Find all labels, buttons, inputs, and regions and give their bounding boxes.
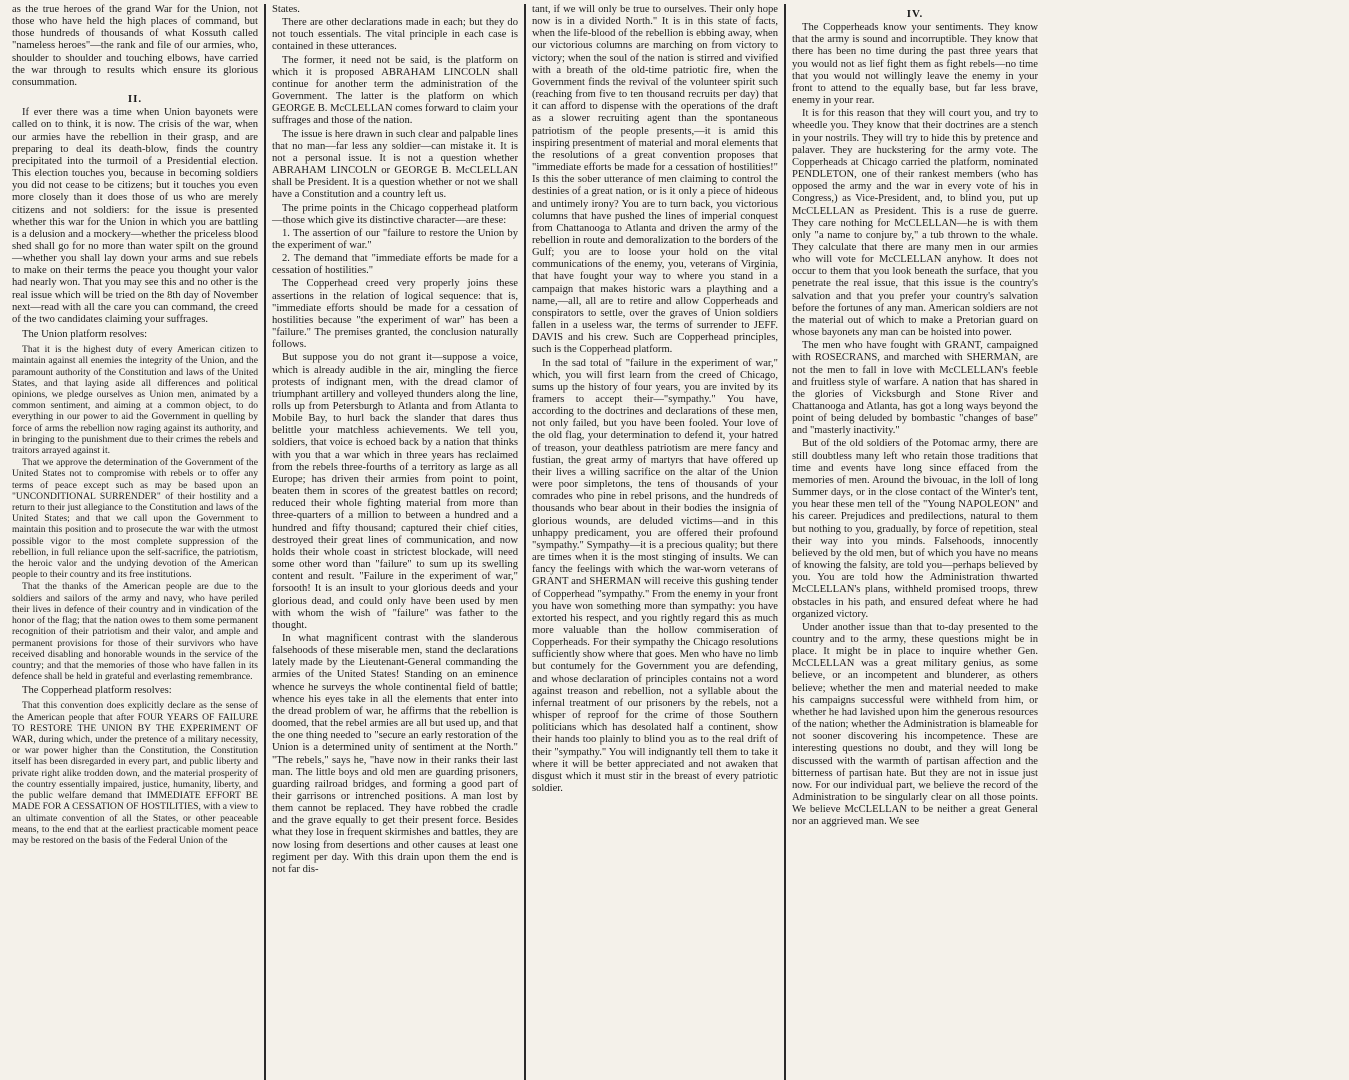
paragraph: The former, it need not be said, is the platform on which it is proposed ABRAHAM LINCOLN shall continue for another term the administration of the Government. The latter is the platform on which GEORGE B. McCLELLAN comes forward to claim your suffrages and those of the nation.: [272, 54, 518, 127]
platform-heading: The Union platform resolves:: [22, 329, 148, 341]
paragraph: The men who have fought with GRANT, campaigned with ROSECRANS, and marched with SHERMAN, are not the men to fall in love with McCLELLAN's feeble and fruitless style of warfare. A nation that has shared in the glories of Vicksburgh and Stone River and Chattanooga and Atlanta, has got a long ways beyond the point of being deluded by bombastic "changes of base" and "masterly inactivity.": [792, 340, 1038, 437]
paragraph: If ever there was a time when Union bayonets were called on to think, it is now. The crisis of the war, when our armies have the rebellion in their grasp, and are preparing to deal its death-blow, finds the country precipitated into the turmoil of a Presidential election. This election touches you, because in becoming soldiers you did not cease to be citizens; but it touches you even more closely than it does those of us who are merely citizens and not soldiers: for the issue is presented whether this war for the Union in which you are battling is a delusion and a mockery—whether the priceless blood shed shall go for no more than water spilt on the ground—whether you shall lay down your arms and sue rebels to make on their terms the peace you thought your valor had nearly won. That you may see this and no other is the real issue which will be tried on the 8th day of November next—read with all the care you can command, the creed of the two candidates claiming your suffrages.: [12, 107, 258, 325]
column-4: [786, 4, 1044, 1080]
paragraph: 1. The assertion of our "failure to restore the Union by the experiment of war.": [272, 227, 518, 251]
paragraph: There are other declarations made in each; but they do not touch essentials. The vital principle in each case is contained in these utterances.: [272, 17, 518, 53]
platform-resolution: That it is the highest duty of every American citizen to maintain against all enemies the integrity of the Union, and the paramount authority of the Constitution and laws of the United States, and that laying aside all differences and political opinions, we pledge ourselves as Union men, animated by a common sentiment, and aiming at a common object, to do everything in our power to aid the Government in quelling by force of arms the rebellion now raging against its authority, and in bringing to the punishment due to their crimes the rebels and traitors arrayed against it.: [12, 344, 258, 457]
column-3: [526, 4, 784, 1080]
paragraph: But suppose you do not grant it—suppose a voice, which is already audible in the air, mingling the fierce protests of indignant men, with the dread clamor of triumphant artillery and volleyed thunders along the line, rolls up from Petersburgh to Atlanta and from Atlanta to Mobile Bay, to hurl back the slander that dares thus belittle your matchless achievements. We tell you, soldiers, that voice is echoed back by a nation that thinks with you that a war which in three years has reclaimed from the rebels three-fourths of a territory as large as all Europe; has driven their armies from point to point, beaten them in scores of the greatest battles on record; reduced their whole fighting material from more than three-quarters of a million to between a hundred and a hundred and fifty thousand; captured their chief cities, destroyed their great lines of communication, and now holds their whole coast in strictest blockade, will need some other word than "failure" to sum up its swelling content and result. "Failure in the experiment of war," forsooth! It is an insult to your glorious deeds and your glorious dead, and could only have been used by men with whom the wish of "failure" was father to the thought.: [272, 352, 518, 631]
section-heading: II.: [127, 93, 143, 106]
paragraph: tant, if we will only be true to ourselves. Their only hope now is in a divided North." It is in this state of facts, when the life-blood of the rebellion is ebbing away, when our victorious columns are marching on from victory to victory; when the soul of the nation is stirred and vivified with a breath of the old-time patriotic fire, when the Government finds the revival of the volunteer spirit such (reaching from five to ten thousand recruits per day) that it can afford to dispense with the operations of the draft as a slower recruiting agent than the spontaneous patriotism of the people presents,—it is amid this inspiring presentment of material and moral elements that the resolutions of a great convention proposes that "immediate efforts be made for a cessation of hostilities!" Is this the sober utterance of men claiming to control the destinies of a great nation, or is it only a piece of hideous and untimely irony? You are to turn back, you victorious columns that have pushed the lines of imperial conquest from Chattanooga to Atlanta and driven the army of the rebellion in route and demoralization to the borders of the Gulf; you are to loose your hold on the vital communications of the enemy, you, veterans of Virginia, that have fought your way to where you stand in a campaign that makes historic wars a plaything and a name,—all, all are to retire and allow Copperheads and conspirators to settle, over the graves of Union soldiers fallen in a useless war, the terms of surrender to JEFF. DAVIS and his crew. Such are Copperhead principles, such is the Copperhead platform.: [532, 4, 778, 356]
section-heading: IV.: [906, 8, 924, 20]
paragraph: Under another issue than that to-day presented to the country and to the army, these questions might be in place. It might be in place to inquire whether Gen. McCLELLAN was a great military genius, as some believe, or an incompetent and blunderer, as others believe; whether the men and material needed to make his campaigns successful were withheld from him, or whether he had lavished upon him the generous resources of the nation; whether the Administration is blameable for not sooner discovering his incompetence. These are interesting questions no doubt, and they will long be discussed with the warmth of partisan affection and the bitterness of partisan hate. But they are not in issue just now. For our individual part, we believe the record of the Administration to be singularly clear on all those points. We believe McCLELLAN to be neither a great General nor an aggrieved man. We see: [792, 621, 1038, 828]
paragraph: 2. The demand that "immediate efforts be made for a cessation of hostilities.": [272, 253, 518, 277]
paragraph: as the true heroes of the grand War for the Union, not those who have held the high places of command, but those hundreds of thousands of what Kossuth called "nameless heroes"—the rank and file of our armies, who, shoulder to shoulder and touching elbows, have carried the war through to results which ensure its glorious consummation.: [12, 4, 258, 88]
column-1: [6, 4, 264, 1080]
paragraph: In what magnificent contrast with the slanderous falsehoods of these miserable men, stand the declarations lately made by the Lieutenant-General commanding the armies of the United States! Standing on an eminence whence he surveys the whole continental field of battle; whence his eyes take in all the elements that enter into the dread problem of war, he affirms that the rebellion is doomed, that the rebel armies are all but used up, and that the one thing needed to "secure an early restoration of the Union is a determined unity of sentiment at the North." "The rebels," says he, "have now in their ranks their last man. The little boys and old men are guarding prisoners, guarding railroad bridges, and forming a good part of their garrisons or intrenched positions. A man lost by them cannot be replaced. They have robbed the cradle and the grave equally to get their present force. Besides what they lose in frequent skirmishes and battles, they are now losing from desertions and other causes at least one regiment per day. With this drain upon them the end is not far dis-: [272, 632, 518, 875]
paragraph: The Copperhead creed very properly joins these assertions in the relation of logical sequence: that is, "immediate efforts should be made for a cessation of hostilities because "the experiment of war" has been a "failure." The premises granted, the conclusion naturally follows.: [272, 278, 518, 351]
paragraph: But of the old soldiers of the Potomac army, there are still doubtless many left who retain those traditions that time and events have long since effaced from the memories of men. Around the bivouac, in the loll of long Summer days, or in the close contact of the Winter's tent, you hear these men tell of the "Young NAPOLEON" and his career. Prejudices and predilections, natural to them but nothing to you, gradually, by force of repetition, steal their way into you minds. Falsehoods, innocently believed by the old men, but of which you have no means of knowing the falsity, are told you—perhaps believed by you. You are told how the Administration thwarted McCLELLAN's plans, withheld promised troops, threw obstacles in his path, and ensured defeat where he had organized victory.: [792, 438, 1038, 620]
platform-resolution: That the thanks of the American people are due to the soldiers and sailors of the army and navy, who have periled their lives in defence of their country and in vindication of the honor of the flag; that the nation owes to them some permanent recognition of their patriotism and their valor, and ample and permanent provisions for those of their survivors who have received disabling and honorable wounds in the service of the country; and that the memories of those who have fallen in its defence shall be held in grateful and everlasting remembrance.: [12, 581, 258, 683]
paragraph: In the sad total of "failure in the experiment of war," which, you will first learn from the creed of Chicago, sums up the history of four years, you are invited by its framers to accept their—"sympathy." You have, according to the doctrines and declarations of these men, not only failed, but you have been fooled. Your love of the old flag, your determination to defend it, your hatred of treason, your deathless patriotism are mere fancy and fustian, the great army of martyrs that have offered up their lives a willing sacrifice on the altar of the Union were poor simpletons, the tens of thousands of your comrades who pine in rebel prisons, and the hundreds of thousands who bear about in their bodies the insignia of glorious wounds, are deluded victims—and in this unhappy predicament, you are offered their profound "sympathy." Sympathy—it is a precious quality; but there are times when it is the most stinging of insults. We can fancy the feelings with which the war-worn veterans of GRANT and SHERMAN will receive this gushing tender of Copperhead "sympathy." From the enemy in your front you have won something more than sympathy: you have extorted his respect, and you rightly regard this as much more valuable than the hollow commiseration of Copperheads. For their sympathy the Chicago resolutions sufficiently show where that goes. Men who have no limb but contumely for the Government you are defending, and whose declaration of principles contains not a word against treason and rebellion, not a syllable about the infernal treatment of our prisoners by the rebels, not a whisper of reproof for the crime of those Southern politicians which has desolated half a continent, show their hands too plainly to blind you as to the real drift of their "sympathy." You will indignantly tell them to take it where it will be better appreciated and not awaken that disgust which it must stir in the breast of every patriotic soldier.: [532, 357, 778, 794]
column-2: [266, 4, 524, 1080]
paragraph: The prime points in the Chicago copperhead platform—those which give its distinctive character—are these:: [272, 202, 518, 226]
paragraph: The Copperheads know your sentiments. They know that the army is sound and incorruptible. They know that there has been no time during the past three years that you would not as lief fight them as fight rebels—no time that you would not willingly leave the enemy in your front to attend to the equally base, but far less brave, enemy in your rear.: [792, 22, 1038, 107]
paragraph: States.: [272, 4, 300, 15]
platform-heading: The Copperhead platform resolves:: [22, 685, 172, 697]
platform-resolution: That we approve the determination of the Government of the United States not to compromise with rebels or to offer any terms of peace except such as may be based upon an "UNCONDITIONAL SURRENDER" of their hostility and a return to their just allegiance to the Constitution and laws of the United States; and that we call upon the Government to maintain this position and to prosecute the war with the utmost possible vigor to the most complete suppression of the rebellion, in full reliance upon the self-sacrifice, the patriotism, the heroic valor and the undying devotion of the American people to their country and its free institutions.: [12, 457, 258, 581]
platform-resolution: That this convention does explicitly declare as the sense of the American people that after FOUR YEARS OF FAILURE TO RESTORE THE UNION BY THE EXPERIMENT OF WAR, during which, under the pretence of a military necessity, or war power higher than the Constitution, the Constitution itself has been disregarded in every part, and public liberty and private right alike trodden down, and the material prosperity of the country essentially impaired, justice, humanity, liberty, and the public welfare demand that IMMEDIATE EFFORT BE MADE FOR A CESSATION OF HOSTILITIES, with a view to an ultimate convention of all the States, or other peaceable means, to the end that at the earliest practicable moment peace may be restored on the basis of the Federal Union of the: [12, 700, 258, 846]
paragraph: It is for this reason that they will court you, and try to wheedle you. They know that their doctrines are a stench in your nostrils. They will try to hide this by pretence and palaver. They are huckstering for the army vote. The Copperheads at Chicago carried the platform, nominated PENDLETON, one of their rankest members (who has opposed the army and the war in every vote of his in Congress,) as Vice-President, and, to blind you, put up McCLELLAN as President. This is a ruse de guerre. They care nothing for McCLELLAN—he is with them only "a name to conjure by," a tub thrown to the whale. They calculate that there are many men in our armies who will vote for McCLELLAN anyhow. It does not occur to them that you look beneath the surface, that you penetrate the real issue, that this issue is the country's salvation and that you prefer your country's salvation before the fortunes of any man. American soldiers are not the material out of which to make a Pretorian guard on whose bayonets any man can be hoisted into power.: [792, 108, 1038, 339]
paragraph: The issue is here drawn in such clear and palpable lines that no man—far less any soldier—can mistake it. It is not a personal issue. It is not a question whether ABRAHAM LINCOLN or GEORGE B. McCLELLAN shall be President. It is a question whether or not we shall have a Constitution and a country left us.: [272, 128, 518, 201]
